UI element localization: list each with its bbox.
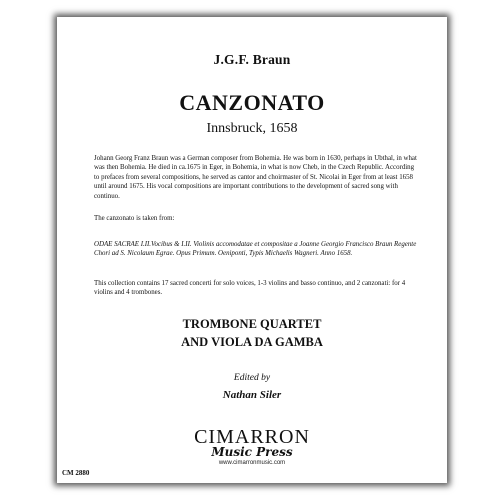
publisher-logo-script: Music Press — [211, 445, 293, 459]
catalog-number: CM 2880 — [62, 469, 90, 477]
edited-by-label: Edited by — [233, 373, 271, 383]
composer-biography: Johann Georg Franz Braun was a German composer from Bohemia. He was born in 1630, perhaps in Ubthal, in what was then Bohemia. He died in ca.1675 in Eger, in Bohemia, in what is now Cheb, in the Czech Republic. According to prefaces from several compositions, he served as cantor and choirmaster of St. Nicolai in Eger from at least 1658 until around 1675. His vocal compositions are important contributions to the development of sacred song with continuo. — [94, 155, 417, 200]
publisher-url: www.cimarronmusic.com — [218, 460, 286, 466]
source-intro: The canzonato is taken from: — [94, 215, 175, 222]
instrumentation-line-1: TROMBONE QUARTET — [182, 317, 322, 331]
editor-name: Nathan Siler — [222, 389, 282, 401]
score-cover-page — [57, 17, 447, 483]
piece-title: CANZONATO — [179, 90, 325, 115]
publisher-logo — [177, 427, 327, 466]
composer-name: J.G.F. Braun — [213, 52, 291, 67]
piece-subtitle: Innsbruck, 1658 — [206, 121, 298, 136]
source-citation: ODAE SACRAE I.II.Vocibus & I.II. Violinis accomodatae et compositae a Joanne Georgio Francisco Braun Regente Chori ad S. Nicolaum Egrae. Opus Primum. Oeniponti, Typis Michaelis Wagneri. Anno 1658. — [94, 241, 417, 258]
instrumentation-line-2: AND VIOLA DA GAMBA — [181, 335, 323, 349]
publisher-logo-name: CIMARRON — [194, 426, 310, 448]
instrumentation — [57, 315, 447, 351]
collection-description: This collection contains 17 sacred concerti for solo voices, 1-3 violins and basso continuo, and 2 canzonati: for 4 violins and 4 trombones. — [94, 280, 406, 297]
